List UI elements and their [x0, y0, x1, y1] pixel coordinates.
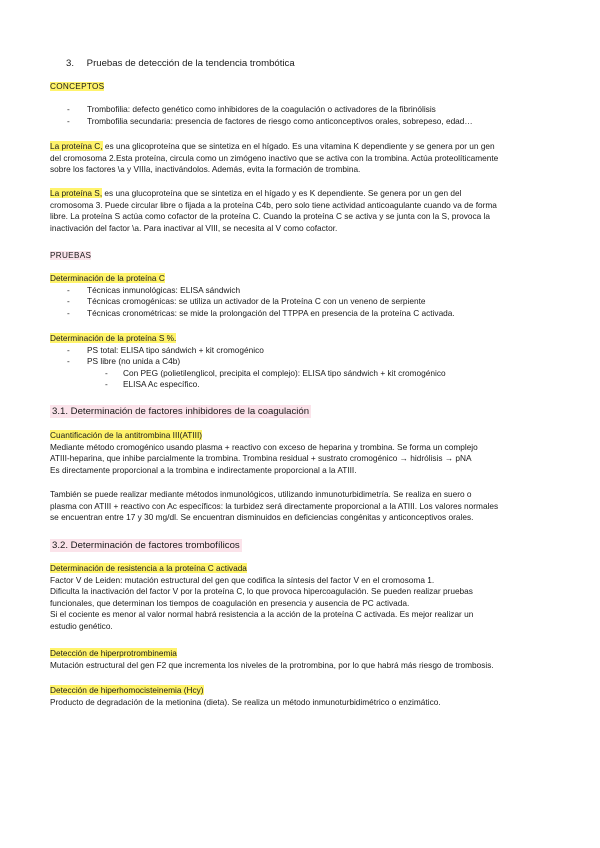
resistencia-block: Determinación de resistencia a la proteína C activada Factor V de Leiden: mutación estructural del gen que codifica la síntesis del factor V en el cromosoma 1. Dificulta la inactivación del factor V por la proteína C, lo que provoca hipercoagulación. Se pueden realizar pruebas funcionales, que determinan los tiempos de coagulación en presencia y ausencia de PC activada. Si el cociente es menor al valor normal habrá resistencia a la acción de la proteína C activada. Es mejor realizar un estudio genético. — [50, 563, 474, 631]
pruebas-label: PRUEBAS — [50, 251, 92, 260]
det-proteina-s — [50, 333, 542, 391]
list-item: - PS total: ELISA tipo sándwich + kit cromogénico — [50, 345, 542, 357]
hiperhomocisteinemia-title: Detección de hiperhomocisteinemia (Hcy) — [50, 685, 204, 695]
list-item: - Técnicas cromogénicas: se utiliza un activador de la Proteína C con un veneno de serpiente — [50, 296, 542, 308]
antitrombina-title: Cuantificación de la antitrombina III(ATIII) — [50, 430, 203, 440]
hiperprotrombinemia-title: Detección de hiperprotrombinemia — [50, 648, 177, 658]
section-3-2-heading: 3.2. Determinación de factores trombofílicos — [52, 540, 240, 551]
det-proteina-s-title: Determinación de la proteína S %. — [50, 333, 177, 343]
list-item: - Técnicas cronométricas: se mide la prolongación del TTPPA en presencia de la proteína C activada. — [50, 308, 542, 320]
list-item: - Con PEG (polietilenglicol, precipita el complejo): ELISA tipo sándwich + kit cromogénico — [50, 368, 542, 380]
section-title: Pruebas de detección de la tendencia trombótica — [86, 58, 295, 69]
conceptos-list — [50, 104, 542, 127]
list-item: - Trombofilia: defecto genético como inhibidores de la coagulación o activadores de la fibrinólisis — [50, 104, 542, 116]
proteina-c-term: La proteína C, — [50, 141, 103, 151]
hiperhomocisteinemia-block: Detección de hiperhomocisteinemia (Hcy) Producto de degradación de la metionina (dieta). Se realiza un método inmunoturbidimétrico o enzimático. — [50, 685, 441, 707]
list-item: - ELISA Ac específico. — [50, 379, 542, 391]
proteina-c-paragraph: La proteína C, es una glicoproteína que se sintetiza en el hígado. Es una vitamina K dependiente y se genera por un gen del cromosoma 2.Esta proteína, circula como un zimógeno inactivo que se activa con la trombina. Actúa proteolíticamente sobre los factores \a y VIIIa, inactivándolos. Además, evita la formación de trombina. — [50, 141, 499, 175]
section-3-1-heading: 3.1. Determinación de factores inhibidores de la coagulación — [52, 406, 310, 417]
det-proteina-c-title: Determinación de la proteína C — [50, 273, 165, 283]
list-item: - Trombofilia secundaria: presencia de factores de riesgo como anticonceptivos orales, sobrepeso, edad… — [50, 116, 542, 128]
proteina-s-term: La proteína S, — [50, 188, 103, 198]
list-item: - Técnicas inmunológicas: ELISA sándwich — [50, 285, 542, 297]
resistencia-title: Determinación de resistencia a la proteína C activada — [50, 563, 247, 573]
section-number: 3. — [66, 58, 75, 69]
proteina-s-paragraph: La proteína S, es una glucoproteína que se sintetiza en el hígado y es K dependiente. Se genera por un gen del cromosoma 3. Puede circular libre o fijada a la proteína C4b, pero solo tiene actividad anticoagulante cuando va de forma libre. La proteína S actúa como cofactor de la proteína C. Cuando la proteína C se activa y se junta con la S, provoca la inactivación del factor \a. Para inactivar al VIII, se necesita al V como cofactor. — [50, 188, 497, 233]
antitrombina-paragraph-2: También se puede realizar mediante métodos inmunológicos, utilizando inmunoturbidimetría. Se realiza en suero o plasma con ATIII + reactivo con Ac específicos: la turbidez será directamente proporcional a la ATIII. Los valores normales se encuentran entre 17 y 30 mg/dl. Se encuentran disminuidos en deficiencias congénitas y anticonceptivos orales. — [50, 489, 499, 523]
section-3-heading — [50, 57, 542, 70]
det-proteina-c — [50, 273, 542, 319]
conceptos-label: CONCEPTOS — [50, 82, 105, 91]
list-item: - PS libre (no unida a C4b) — [50, 356, 542, 368]
hiperprotrombinemia-block: Detección de hiperprotrombinemia Mutación estructural del gen F2 que incrementa los niveles de la protrombina, por lo que habrá más riesgo de trombosis. — [50, 648, 494, 670]
antitrombina-block: Cuantificación de la antitrombina III(ATIII) Mediante método cromogénico usando plasma + reactivo con exceso de heparina y trombina. Se forma un complejo ATIII-heparina, que inhibe parcialmente la trombina. Trombina residual + sustrato cromogénico → hidrólisis → pNA Es directamente proporcional a la trombina e indirectamente proporcional a la ATIII. — [50, 430, 478, 475]
